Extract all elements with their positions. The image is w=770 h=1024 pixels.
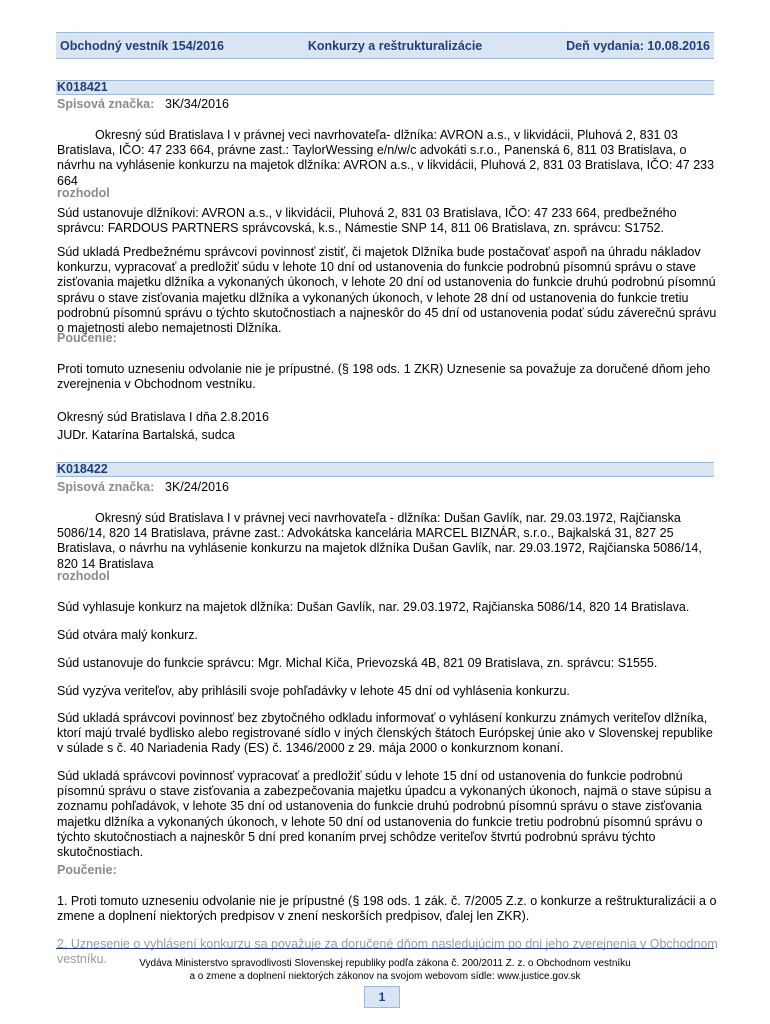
signature-judge: JUDr. Katarína Bartalská, sudca — [57, 428, 235, 442]
page-header — [56, 32, 714, 59]
record-id: K018422 — [56, 462, 714, 477]
instruction-paragraph: Proti tomuto uzneseniu odvolanie nie je prípustné. (§ 198 ods. 1 ZKR) Uznesenie sa považuje za doručené dňom jeho zverejnenia v Obchodnom vestníku. — [57, 362, 711, 392]
decision-paragraph: Súd ustanovuje dlžníkovi: AVRON a.s., v likvidácii, Pluhová 2, 831 03 Bratislava, IČO: 47 233 664, predbežného správcu: FARDOUS PARTNERS správcovská, k.s., Námestie SNP 14, 811 06 Bratislava, zn. správcu: S1752. — [57, 206, 677, 236]
instruction-label: Poučenie: — [57, 331, 117, 345]
instruction-paragraph: 1. Proti tomuto uzneseniu odvolanie nie je prípustné (§ 198 ods. 1 zák. č. 7/2005 Z.z. o konkurze a reštrukturalizácii a o zmene a doplnení niektorých predpisov v znení neskorších predpisov, ďalej len ZKR). — [57, 894, 717, 924]
instruction-label: Poučenie: — [57, 863, 117, 877]
footer-divider — [56, 948, 714, 949]
issue-date: Deň vydania: 10.08.2016 — [566, 38, 710, 53]
decision-paragraph: Súd ustanovuje do funkcie správcu: Mgr. Michal Kiča, Prievozská 4B, 821 09 Bratislava, zn. správcu: S1555. — [57, 656, 658, 670]
footer-line-1: Vydáva Ministerstvo spravodlivosti Slovenskej republiky podľa zákona č. 200/2011 Z. z. o Obchodnom vestníku — [139, 958, 631, 969]
file-number-label: Spisová značka: — [57, 480, 155, 494]
decision-label: rozhodol — [57, 569, 110, 583]
journal-title: Obchodný vestník 154/2016 — [60, 38, 224, 53]
signature-court: Okresný súd Bratislava I dňa 2.8.2016 — [57, 410, 269, 424]
page-number: 1 — [364, 986, 400, 1008]
file-number-value: 3K/24/2016 — [165, 480, 229, 494]
record-intro: Okresný súd Bratislava I v právnej veci navrhovateľa- dlžníka: AVRON a.s., v likvidácii, Pluhová 2, 831 03 Bratislava, IČO: 47 233 664, právne zast.: TaylorWessing e/n/w/c advokáti s.r.o., Panenská 6, 811 03 Bratislava, o návrhu na vyhlásenie konkurzu na majetok dlžníka: AVRON a.s., v likvidácii, Pluhová 2, 831 03 Bratislava, IČO: 47 233 664 — [57, 128, 715, 188]
decision-paragraph: Súd ukladá správcovi povinnosť bez zbytočného odkladu informovať o vyhlásení konkurzu známych veriteľov dlžníka, ktorí majú trvalé bydlisko alebo registrované sídlo v iných členských štátoch Európskej únie ako v Slovenskej republike v súlade s č. 40 Nariadenia Rady (ES) č. 1346/2000 z 29. mája 2000 o konkurznom konaní. — [57, 711, 713, 756]
decision-paragraph: Súd otvára malý konkurz. — [57, 628, 199, 642]
decision-paragraph: Súd ukladá Predbežnému správcovi povinnosť zistiť, či majetok Dlžníka bude postačovať aspoň na úhradu nákladov konkurzu, vypracovať a predložiť súdu v lehote 10 dní od ustanovenia do funkcie podrobnú písomnú správu o stave zisťovania majetku dlžníka a vykonaných úkonoch, v lehote 20 dní od ustanovenia do funkcie druhú podrobnú písomnú správu o stave zisťovania majetku dlžníka a vykonaných úkonoch, v lehote 28 dní od ustanovenia do funkcie tretiu podrobnú písomnú správu o týchto skutočnostiach a najneskôr do 45 dní od ustanovenia podať súdu záverečnú správu o majetnosti alebo nemajetnosti Dlžníka. — [57, 245, 717, 336]
record-id: K018421 — [56, 80, 714, 95]
decision-label: rozhodol — [57, 186, 110, 200]
file-number-label: Spisová značka: — [57, 97, 155, 111]
record-intro: Okresný súd Bratislava I v právnej veci navrhovateľa - dlžníka: Dušan Gavlík, nar. 29.03.1972, Rajčianska 5086/14, 820 14 Bratislava, právne zast.: Advokátska kancelária MARCEL BIZNÁR, s.r.o., Bajkalská 31, 827 25 Bratislava, o návrhu na vyhlásenie konkurzu na majetok dlžníka Dušan Gavlík, nar. 29.03.1972, Rajčianska 5086/14, 820 14 Bratislava — [57, 511, 702, 571]
decision-paragraph: Súd vyzýva veriteľov, aby prihlásili svoje pohľadávky v lehote 45 dní od vyhlásenia konkurzu. — [57, 684, 570, 698]
page-footer — [56, 957, 714, 983]
decision-paragraph: Súd ukladá správcovi povinnosť vypracovať a predložiť súdu v lehote 15 dní od ustanovenia do funkcie podrobnú písomnú správu o stave zisťovania a zabezpečovania majetku úpadcu a vykonaných úkonoch, najmä o stave súpisu a zoznamu pohľadávok, v lehote 35 dní od ustanovenia do funkcie druhú podrobnú písomnú správu o stave zisťovania majetku dlžníka a vykonaných úkonoch, v lehote 50 dní od ustanovenia do funkcie tretiu podrobnú písomnú správu o týchto skutočnostiach a najneskôr 5 dní pred konaním prvej schôdze veriteľov štvrtú podrobnú správu týchto skutočnostiach. — [57, 769, 712, 860]
file-number-value: 3K/34/2016 — [165, 97, 229, 111]
instruction-paragraph-cutoff: 2. Uznesenie o vyhlásení konkurzu sa považuje za doručené dňom nasledujúcim po dni jeho zverejnenia v Obchodnom vestníku. — [57, 937, 718, 967]
footer-line-2: a o zmene a doplnení niektorých zákonov na svojom webovom sídle: www.justice.gov.sk — [189, 971, 581, 982]
decision-paragraph: Súd vyhlasuje konkurz na majetok dlžníka: Dušan Gavlík, nar. 29.03.1972, Rajčianska 5086/14, 820 14 Bratislava. — [57, 600, 690, 614]
section-title: Konkurzy a reštrukturalizácie — [307, 38, 483, 53]
